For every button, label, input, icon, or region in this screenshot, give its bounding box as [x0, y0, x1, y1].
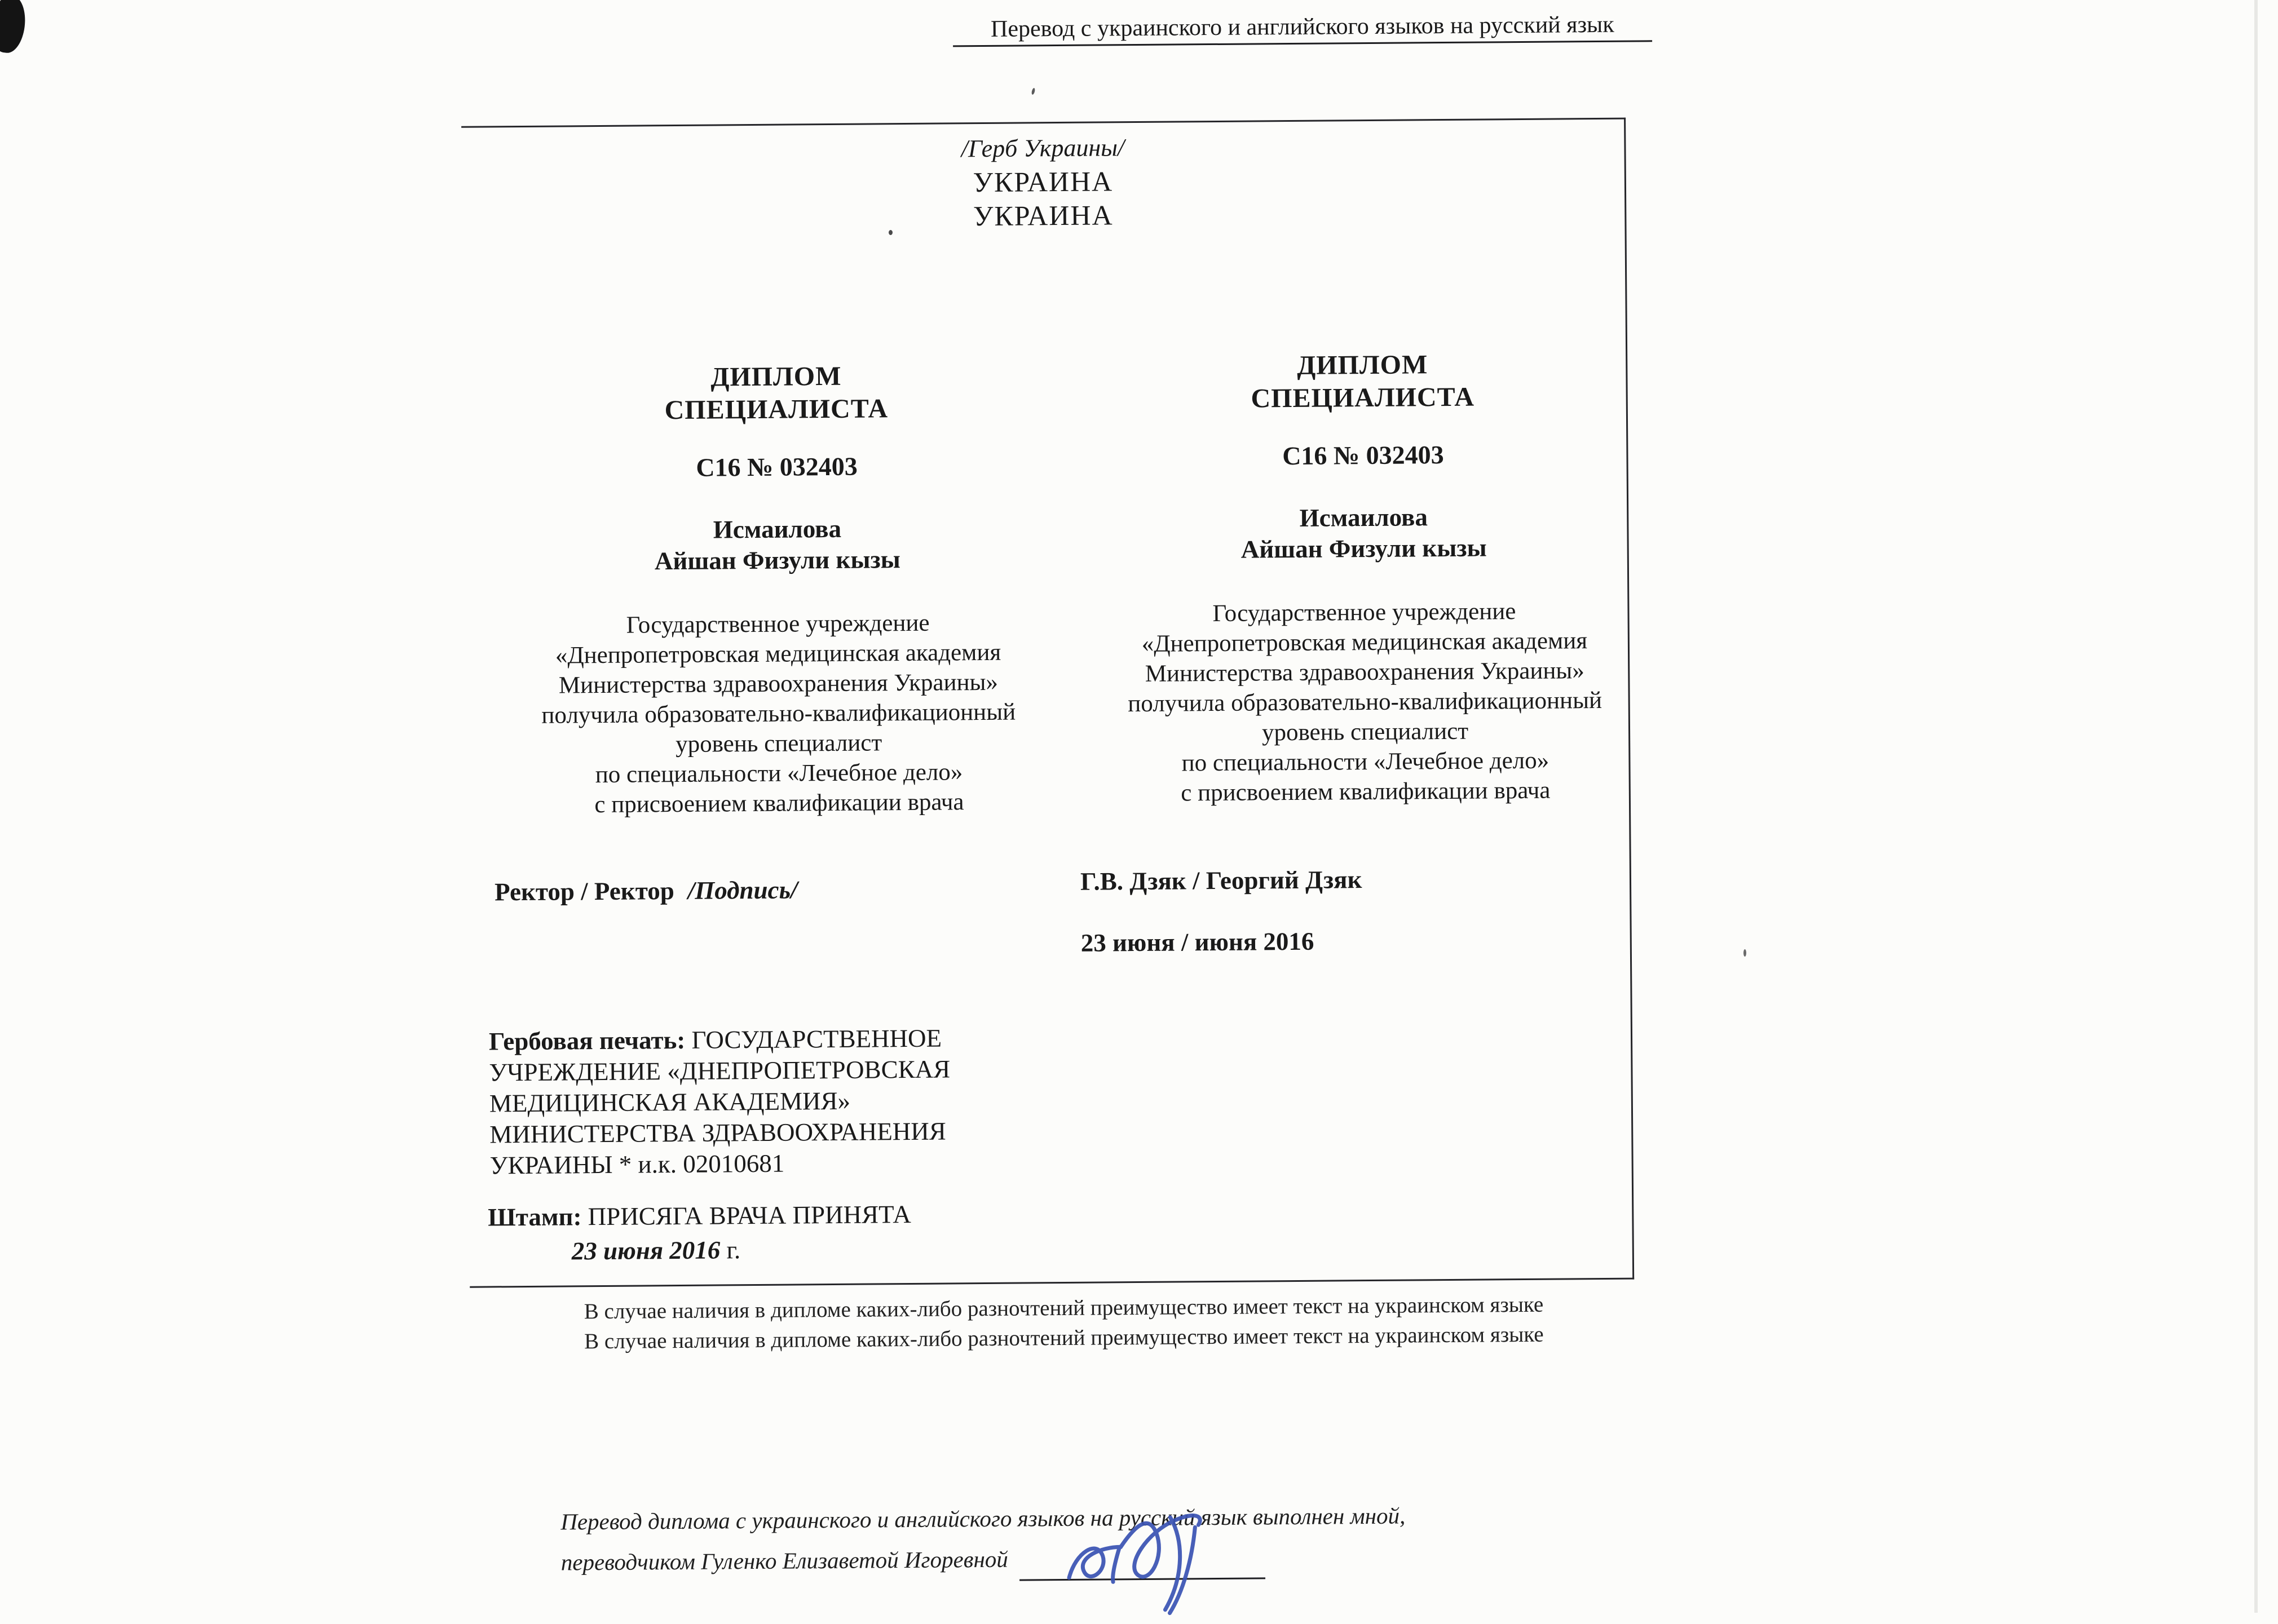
- diploma-body: [496, 607, 1061, 820]
- seal-note-line5: УКРАИНЫ * и.к. 02010681: [489, 1149, 785, 1180]
- ink-speck: [1743, 949, 1746, 957]
- body-line: «Днепропетровская медицинская академия: [1141, 627, 1588, 657]
- rector-label: Ректор / Ректор: [494, 877, 674, 906]
- stamp-label: Штамп:: [488, 1202, 582, 1232]
- diploma-title-line2: СПЕЦИАЛИСТА: [1251, 382, 1475, 414]
- diploma-title: [494, 359, 1058, 428]
- body-line: Государственное учреждение: [626, 609, 930, 639]
- holder-given-name: Айшан Физули кызы: [654, 545, 900, 576]
- emblem-note: /Герб Украины/: [961, 134, 1125, 163]
- body-line: Министерства здравоохранения Украины»: [1145, 657, 1584, 687]
- holder-surname: Исмаилова: [713, 514, 842, 544]
- body-line: Министерства здравоохранения Украины»: [558, 669, 999, 699]
- body-line: по специальности «Лечебное дело»: [1181, 747, 1549, 777]
- seal-note: [489, 1022, 1088, 1182]
- stamp-text: ПРИСЯГА ВРАЧА ПРИНЯТА: [581, 1200, 912, 1231]
- stamp-date-line: [572, 1235, 741, 1265]
- body-line: уровень специалист: [675, 729, 882, 758]
- stamp-date-suffix: г.: [720, 1236, 741, 1264]
- holder-name: [495, 512, 1059, 578]
- serial-number: С16 № 032403: [1282, 440, 1444, 471]
- body-line: с присвоением квалификации врача: [594, 789, 964, 818]
- body-line: с присвоением квалификации врача: [1181, 777, 1551, 807]
- stamp-note: [488, 1200, 911, 1232]
- diploma-column-left: [494, 359, 1061, 820]
- holder-given-name: Айшан Физули кызы: [1240, 533, 1487, 564]
- diploma-title-line1: ДИПЛОМ: [1297, 349, 1428, 380]
- ink-speck: [889, 230, 893, 235]
- diploma-title-line2: СПЕЦИАЛИСТА: [664, 393, 889, 426]
- body-line: получила образовательно-квалификационный: [1128, 687, 1602, 718]
- country-line-1: УКРАИНА: [973, 165, 1114, 198]
- country-line-2: УКРАИНА: [973, 199, 1114, 232]
- diploma-title: [1080, 347, 1645, 416]
- stamp-date: 23 июня 2016: [571, 1236, 721, 1265]
- disclaimer-line-1: В случае наличия в дипломе каких-либо разночтений преимущество имеет текст на украинском языке: [584, 1292, 1544, 1324]
- holder-surname: Исмаилова: [1299, 503, 1428, 532]
- translator-statement-line1: Перевод диплома с украинского и английского языков на русский язык выполнен мной,: [560, 1502, 1406, 1535]
- body-line: уровень специалист: [1261, 718, 1469, 746]
- diploma-title-line1: ДИПЛОМ: [710, 361, 842, 392]
- holder-name: [1081, 500, 1646, 566]
- seal-note-label: Гербовая печать:: [488, 1025, 686, 1056]
- signature-note: /Подпись/: [687, 875, 798, 905]
- seal-note-line1: [489, 1022, 1087, 1057]
- body-line: по специальности «Лечебное дело»: [595, 759, 963, 789]
- translator-signature: [1053, 1492, 1300, 1616]
- scanner-edge-line: [2254, 0, 2258, 1613]
- body-line: получила образовательно-квалификационный: [541, 698, 1016, 729]
- seal-note-line2: УЧРЕЖДЕНИЕ «ДНЕПРОПЕТРОВСКАЯ: [489, 1055, 951, 1087]
- translation-header: Перевод с украинского и английского языков на русский язык: [953, 11, 1652, 47]
- seal-note-line1-text: ГОСУДАРСТВЕННОЕ: [685, 1024, 942, 1054]
- diploma-body: [1082, 595, 1648, 808]
- body-line: Государственное учреждение: [1212, 598, 1516, 627]
- body-line: «Днепропетровская медицинская академия: [555, 639, 1001, 669]
- seal-note-line4: МИНИСТЕРСТВА ЗДРАВООХРАНЕНИЯ: [489, 1117, 946, 1149]
- issue-date-line: 23 июня / июня 2016: [1080, 927, 1314, 957]
- seal-note-line3: МЕДИЦИНСКАЯ АКАДЕМИЯ»: [489, 1086, 851, 1118]
- disclaimer-line-2: В случае наличия в дипломе каких-либо разночтений преимущество имеет текст на украинском языке: [584, 1322, 1544, 1354]
- rector-name-line: Г.В. Дзяк / Георгий Дзяк: [1080, 865, 1362, 896]
- diploma-column-right: [1080, 347, 1648, 808]
- translator-statement-line2: переводчиком Гуленко Елизаветой Игоревной: [560, 1546, 1008, 1576]
- rector-signature-line: [495, 875, 798, 906]
- serial-number: С16 № 032403: [696, 452, 858, 482]
